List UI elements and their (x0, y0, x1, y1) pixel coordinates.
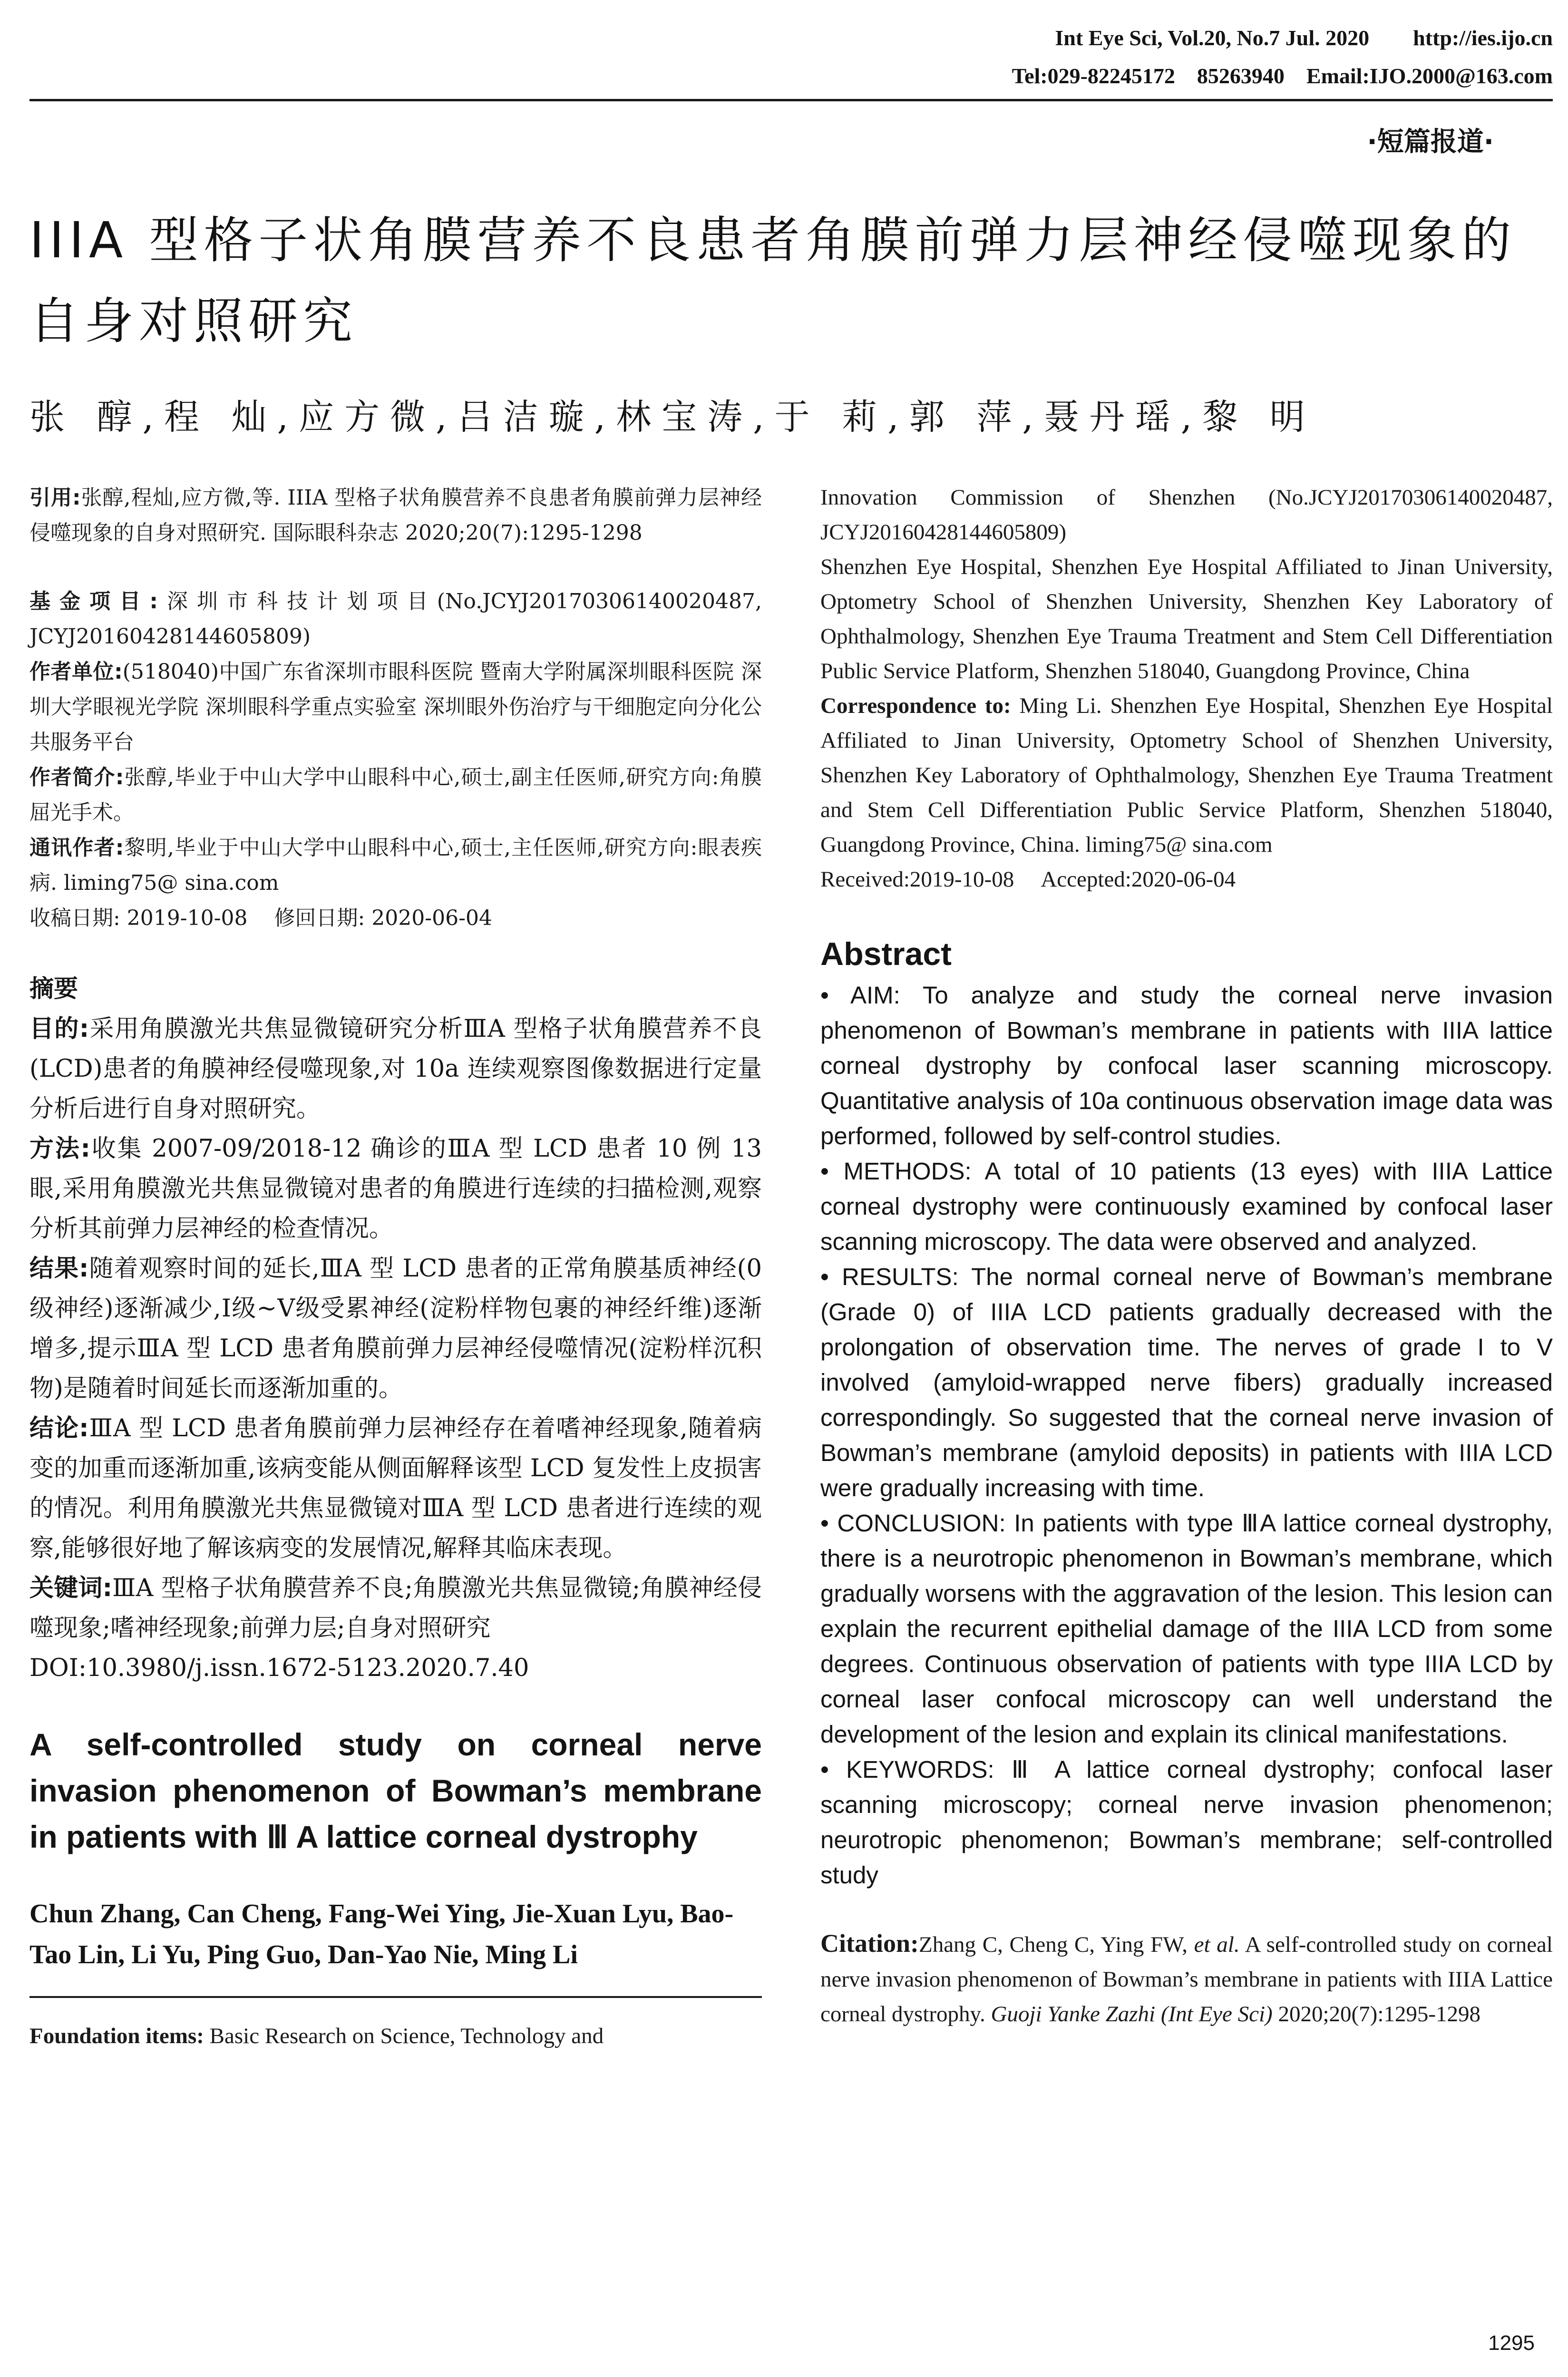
citation-en-journal: Guoji Yanke Zazhi (991, 2002, 1156, 2026)
correspondence-en-text: Ming Li. Shenzhen Eye Hospital, Shenzhen Eye Hospital Affiliated to Jinan University, Optometry School of Shenzhen University, Shenzhen Key Laboratory of Ophthalmology, Shenzhen Eye Trauma Treatment and Stem Cell Differentiation Public Service Platform, Shenzhen 518040, Guangdong Province, China. liming75@ sina.com (820, 693, 1553, 857)
foundation-en-cont: Innovation Commission of Shenzhen (No.JCYJ20170306140020487, JCYJ20160428144605809) (820, 485, 1553, 545)
citation-en-tail: 2020;20(7):1295-1298 (1278, 2002, 1481, 2026)
citation-en-abbr: (Int Eye Sci) (1160, 2002, 1273, 2026)
abstract-cn-heading: 摘要 (29, 975, 78, 1003)
fund-cn-text: 深圳市科技计划项目(No.JCYJ20170306140020487, JCYJ20160428144605809) (29, 589, 762, 649)
aim-en-label: • AIM: (820, 982, 900, 1009)
corresponding-cn-text: 黎明,毕业于中山大学中山眼科中心,硕士,主任医师,研究方向:眼表疾病. liming75@ sina.com (29, 836, 762, 895)
conclusion-cn-text: ⅢA 型 LCD 患者角膜前弹力层神经存在着嗜神经现象,随着病变的加重而逐渐加重,该病变能从侧面解释该型 LCD 复发性上皮损害的情况。利用角膜激光共焦显微镜对ⅢA 型 LCD 患者进行连续的观察,能够很好地了解该病变的发展情况,解释其临床表现。 (29, 1414, 762, 1562)
abstract-cn-conclusion (29, 1409, 762, 1568)
affiliation-en: Shenzhen Eye Hospital, Shenzhen Eye Hospital Affiliated to Jinan University, Optometry School of Shenzhen University, Shenzhen Key Laboratory of Ophthalmology, Shenzhen Eye Trauma Treatment and Stem Cell Differentiation Public Service Platform, Shenzhen 518040, Guangdong Province, China (820, 555, 1553, 683)
abstract-en-results (820, 1259, 1553, 1506)
methods-cn-text: 收集 2007-09/2018-12 确诊的ⅢA 型 LCD 患者 10 例 13 眼,采用角膜激光共焦显微镜对患者的角膜进行连续的扫描检测,观察分析其前弹力层神经的检查情况。 (29, 1135, 762, 1243)
article-title-cn: IIIA 型格子状角膜营养不良患者角膜前弹力层神经侵噬现象的自身对照研究 (29, 211, 1517, 350)
abstract-cn-methods (29, 1129, 762, 1249)
abstract-en-aim (820, 978, 1553, 1154)
authors-en: Chun Zhang, Can Cheng, Fang-Wei Ying, Jie-Xuan Lyu, Bao-Tao Lin, Li Yu, Ping Guo, Dan-Yao Nie, Ming Li (29, 1899, 734, 1969)
affiliation-cn-text: (518040)中国广东省深圳市眼科医院 暨南大学附属深圳眼科医院 深圳大学眼视光学院 深圳眼科学重点实验室 深圳眼外伤治疗与干细胞定向分化公共服务平台 (29, 660, 762, 754)
keywords-en-label: • KEYWORDS: (820, 1756, 994, 1783)
foundation-en-text: Basic Research on Science, Technology and (209, 2024, 604, 2048)
citation-en (820, 1926, 1553, 2032)
page-number: 1295 (1488, 2331, 1535, 2355)
section-tag: ·短篇报道· (1367, 127, 1494, 157)
journal-header (1012, 19, 1553, 95)
author-bio-cn-text: 张醇,毕业于中山大学中山眼科中心,硕士,副主任医师,研究方向:角膜屈光手术。 (29, 765, 762, 825)
methods-en-label: • METHODS: (820, 1158, 972, 1185)
aim-cn-label: 目的: (29, 1015, 89, 1043)
left-column (29, 480, 762, 2054)
conclusion-en-label: • CONCLUSION: (820, 1510, 1006, 1537)
article-title-en: A self-controlled study on corneal nerve invasion phenomenon of Bowman’s membrane in patients with Ⅲ A lattice corneal dystrophy (29, 1727, 762, 1854)
citation-en-label: Citation: (820, 1929, 919, 1958)
keywords-cn-text: ⅢA 型格子状角膜营养不良;角膜激光共焦显微镜;角膜神经侵噬现象;嗜神经现象;前弹力层;自身对照研究 (29, 1574, 762, 1642)
authors-cn: 张 醇,程 灿,应方微,吕洁璇,林宝涛,于 莉,郭 萍,聂丹瑶,黎 明 (29, 397, 1315, 438)
correspondence-en (820, 689, 1553, 862)
dates-cn: 收稿日期: 2019-10-08 修回日期: 2020-06-04 (29, 906, 492, 930)
affiliation-cn (29, 654, 762, 760)
citation-en-title: A self-controlled study on corneal nerve invasion phenomenon of Bowman’s membrane in patients with IIIA Lattice corneal dystrophy. (820, 1932, 1553, 2026)
corresponding-cn (29, 830, 762, 901)
right-column (820, 480, 1553, 2032)
abstract-en-heading: Abstract (820, 936, 952, 972)
methods-cn-label: 方法: (29, 1135, 90, 1163)
citation-cn-text: 张醇,程灿,应方微,等. IIIA 型格子状角膜营养不良患者角膜前弹力层神经侵噬现象的自身对照研究. 国际眼科杂志 2020;20(7):1295-1298 (29, 486, 762, 545)
methods-en-text: A total of 10 patients (13 eyes) with IIIA Lattice corneal dystrophy were continuously examined by confocal laser scanning microscopy. The data were observed and analyzed. (820, 1158, 1553, 1255)
results-cn-label: 结果: (29, 1255, 89, 1283)
citation-cn-label: 引用: (29, 486, 81, 510)
header-rule (29, 99, 1553, 101)
foundation-en (29, 2019, 762, 2054)
results-cn-text: 随着观察时间的延长,ⅢA 型 LCD 患者的正常角膜基质神经(0 级神经)逐渐减少,Ⅰ级~Ⅴ级受累神经(淀粉样物包裹的神经纤维)逐渐增多,提示ⅢA 型 LCD 患者角膜前弹力层神经侵噬情况(淀粉样沉积物)是随着时间延长而逐渐加重的。 (29, 1255, 762, 1403)
author-bio-cn-label: 作者简介: (29, 765, 124, 789)
journal-header-line1: Int Eye Sci, Vol.20, No.7 Jul. 2020 http://ies.ijo.cn (1055, 26, 1553, 50)
keywords-en-text: Ⅲ A lattice corneal dystrophy; confocal laser scanning microscopy; corneal nerve invasion phenomenon; neurotropic phenomenon; Bowman’s membrane; self-controlled study (820, 1756, 1553, 1889)
abstract-en-conclusion (820, 1506, 1553, 1752)
aim-cn-text: 采用角膜激光共焦显微镜研究分析ⅢA 型格子状角膜营养不良(LCD)患者的角膜神经侵噬现象,对 10a 连续观察图像数据进行定量分析后进行自身对照研究。 (29, 1015, 762, 1123)
fund-cn-label: 基金项目: (29, 589, 158, 614)
fund-cn (29, 584, 762, 654)
conclusion-en-text: In patients with type ⅢA lattice corneal dystrophy, there is a neurotropic phenomenon in Bowman’s membrane, which gradually worsens with the aggravation of the lesion. This lesion can explain the recurrent epithelial damage of the IIIA LCD from some degrees. Continuous observation of patients with type IIIA LCD by corneal laser confocal microscopy can well understand the development of the lesion and explain its clinical manifestations. (820, 1510, 1553, 1748)
dates-en: Received:2019-10-08 Accepted:2020-06-04 (820, 867, 1236, 892)
keywords-cn (29, 1568, 762, 1648)
correspondence-en-label: Correspondence to: (820, 693, 1011, 718)
citation-cn (29, 480, 762, 551)
keywords-en (820, 1752, 1553, 1893)
citation-en-etal: et al. (1194, 1932, 1240, 1957)
affiliation-cn-label: 作者单位: (29, 660, 123, 684)
corresponding-cn-label: 通讯作者: (29, 836, 124, 860)
journal-header-line2: Tel:029-82245172 85263940 Email:IJO.2000@163.com (1012, 64, 1553, 88)
keywords-cn-label: 关键词: (29, 1574, 112, 1602)
aim-en-text: To analyze and study the corneal nerve invasion phenomenon of Bowman’s membrane in patients with IIIA lattice corneal dystrophy by confocal laser scanning microscopy. Quantitative analysis of 10a continuous observation image data was performed, followed by self-control studies. (820, 982, 1553, 1150)
citation-en-authors: Zhang C, Cheng C, Ying FW, (918, 1932, 1188, 1957)
doi: DOI:10.3980/j.issn.1672-5123.2020.7.40 (29, 1654, 529, 1682)
abstract-en-methods (820, 1154, 1553, 1259)
foundation-en-label: Foundation items: (29, 2024, 204, 2048)
abstract-cn-aim (29, 1009, 762, 1129)
results-en-label: • RESULTS: (820, 1263, 959, 1290)
conclusion-cn-label: 结论: (29, 1414, 89, 1442)
results-en-text: The normal corneal nerve of Bowman’s membrane (Grade 0) of IIIA LCD patients gradually decreased with the prolongation of observation time. The nerves of grade I to V involved (amyloid-wrapped nerve fibers) gradually increased correspondingly. So suggested that the corneal nerve invasion of Bowman’s membrane (amyloid deposits) in patients with IIIA LCD were gradually increasing with time. (820, 1263, 1553, 1501)
abstract-cn-results (29, 1249, 762, 1409)
author-bio-cn (29, 760, 762, 830)
